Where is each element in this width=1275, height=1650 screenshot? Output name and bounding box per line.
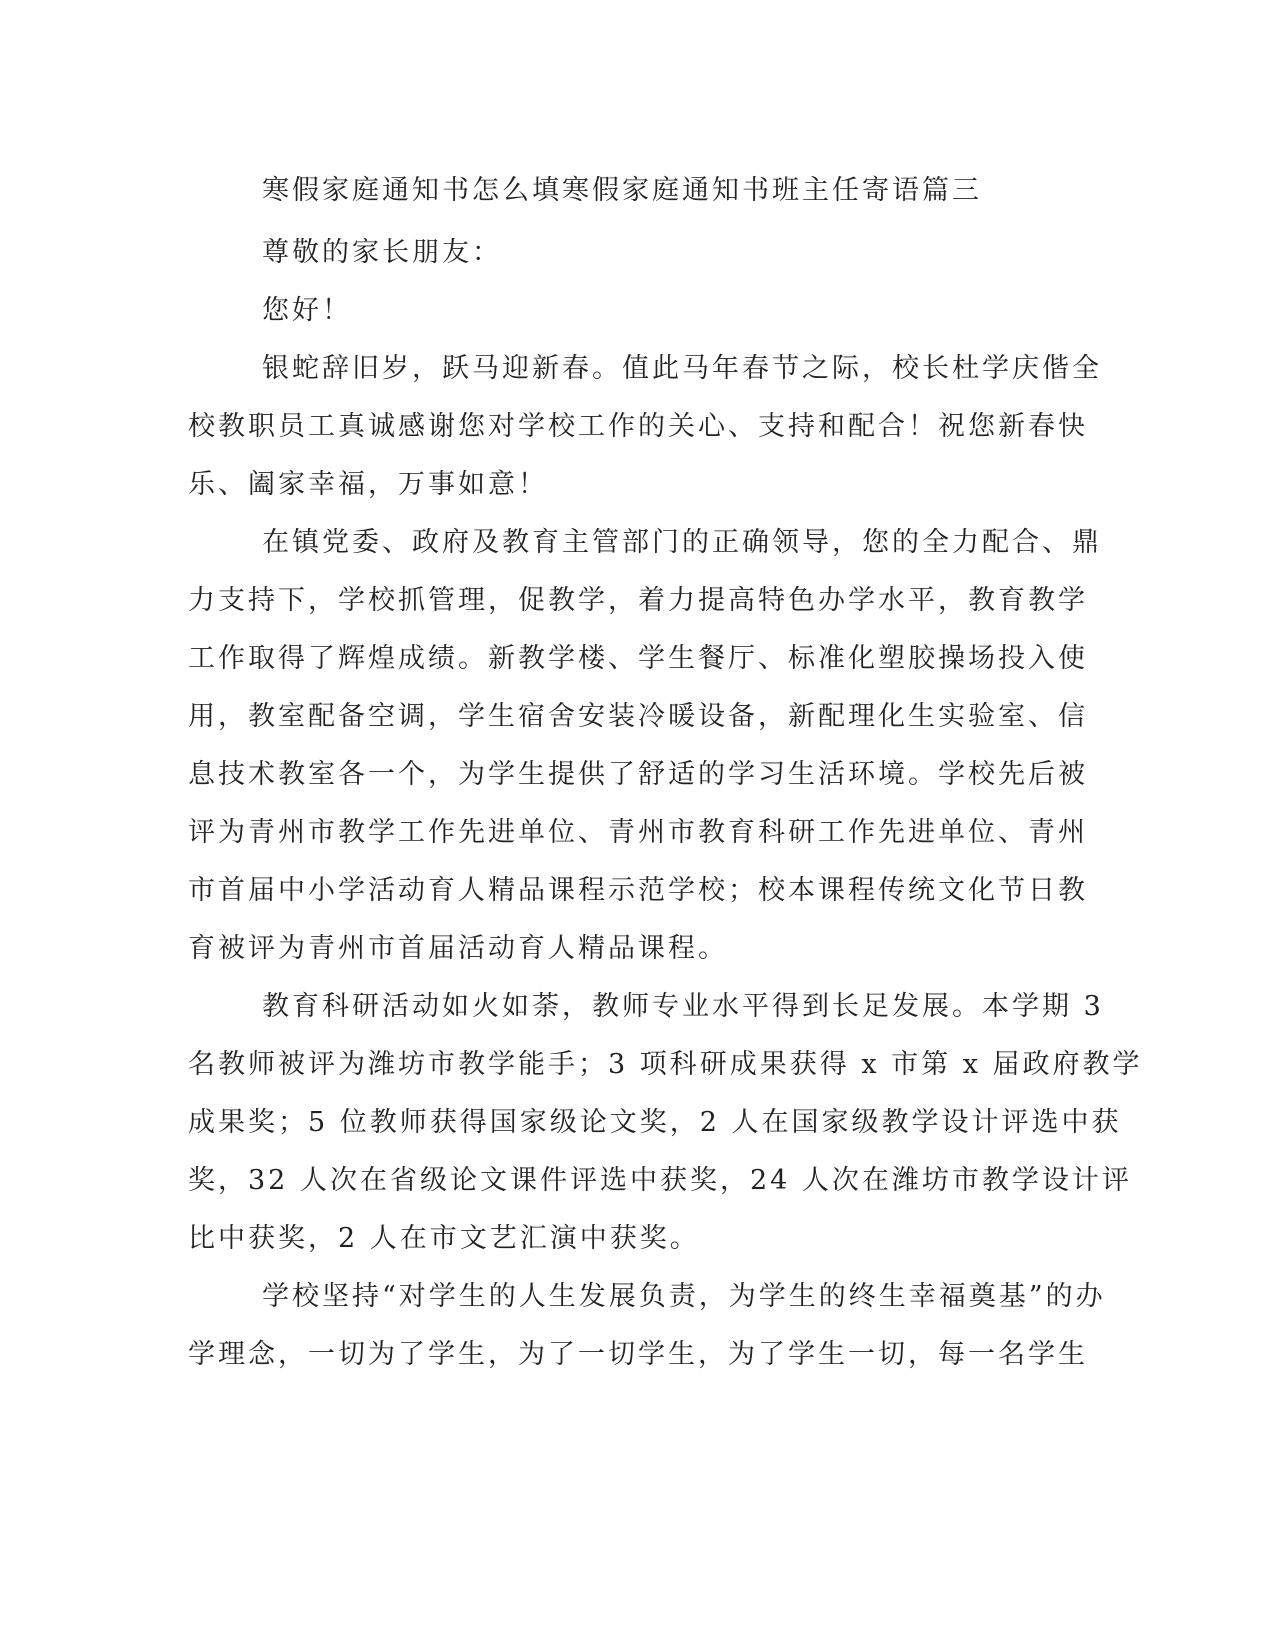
paragraph-school-philosophy bbox=[188, 1268, 1106, 1384]
paragraph-line: 育被评为青州市首届活动育人精品课程。 bbox=[188, 933, 728, 964]
paragraph-school-achievements bbox=[188, 514, 1102, 978]
paragraph-new-year-wishes bbox=[188, 340, 1102, 514]
paragraph-line: 工作取得了辉煌成绩。新教学楼、学生餐厅、标准化塑胶操场投入使 bbox=[188, 643, 1088, 674]
paragraph-line: 在镇党委、政府及教育主管部门的正确领导，您的全力配合、鼎 bbox=[262, 527, 1102, 558]
paragraph-line: 成果奖；5 位教师获得国家级论文奖，2 人在国家级教学设计评选中获 bbox=[188, 1107, 1122, 1138]
paragraph-line: 校教职员工真诚感谢您对学校工作的关心、支持和配合！祝您新春快 bbox=[188, 411, 1088, 442]
paragraph-line: 名教师被评为潍坊市教学能手；3 项科研成果获得 x 市第 x 届政府教学 bbox=[188, 1049, 1143, 1080]
document-body bbox=[188, 162, 1143, 1384]
paragraph-line: 乐、阖家幸福，万事如意！ bbox=[188, 469, 548, 500]
paragraph-line: 比中获奖，2 人在市文艺汇演中获奖。 bbox=[188, 1223, 700, 1254]
document-title: 寒假家庭通知书怎么填寒假家庭通知书班主任寄语篇三 bbox=[262, 175, 982, 206]
paragraph-line: 力支持下，学校抓管理，促教学，着力提高特色办学水平，教育教学 bbox=[188, 585, 1088, 616]
greeting: 您好！ bbox=[262, 295, 352, 326]
paragraph-line: 学理念，一切为了学生，为了一切学生，为了学生一切，每一名学生 bbox=[188, 1339, 1088, 1370]
paragraph-line: 奖，32 人次在省级论文课件评选中获奖，24 人次在潍坊市教学设计评 bbox=[188, 1165, 1132, 1196]
salutation: 尊敬的家长朋友： bbox=[262, 237, 502, 268]
paragraph-line: 息技术教室各一个，为学生提供了舒适的学习生活环境。学校先后被 bbox=[188, 759, 1088, 790]
paragraph-line: 评为青州市教学工作先进单位、青州市教育科研工作先进单位、青州 bbox=[188, 817, 1088, 848]
paragraph-line: 银蛇辞旧岁，跃马迎新春。值此马年春节之际，校长杜学庆偕全 bbox=[262, 353, 1102, 384]
paragraph-line: 用，教室配备空调，学生宿舍安装冷暖设备，新配理化生实验室、信 bbox=[188, 701, 1088, 732]
paragraph-line: 学校坚持“对学生的人生发展负责，为学生的终生幸福奠基”的办 bbox=[262, 1281, 1106, 1312]
paragraph-line: 教育科研活动如火如荼，教师专业水平得到长足发展。本学期 3 bbox=[262, 991, 1104, 1022]
paragraph-teacher-research bbox=[188, 978, 1143, 1268]
paragraph-line: 市首届中小学活动育人精品课程示范学校；校本课程传统文化节日教 bbox=[188, 875, 1088, 906]
